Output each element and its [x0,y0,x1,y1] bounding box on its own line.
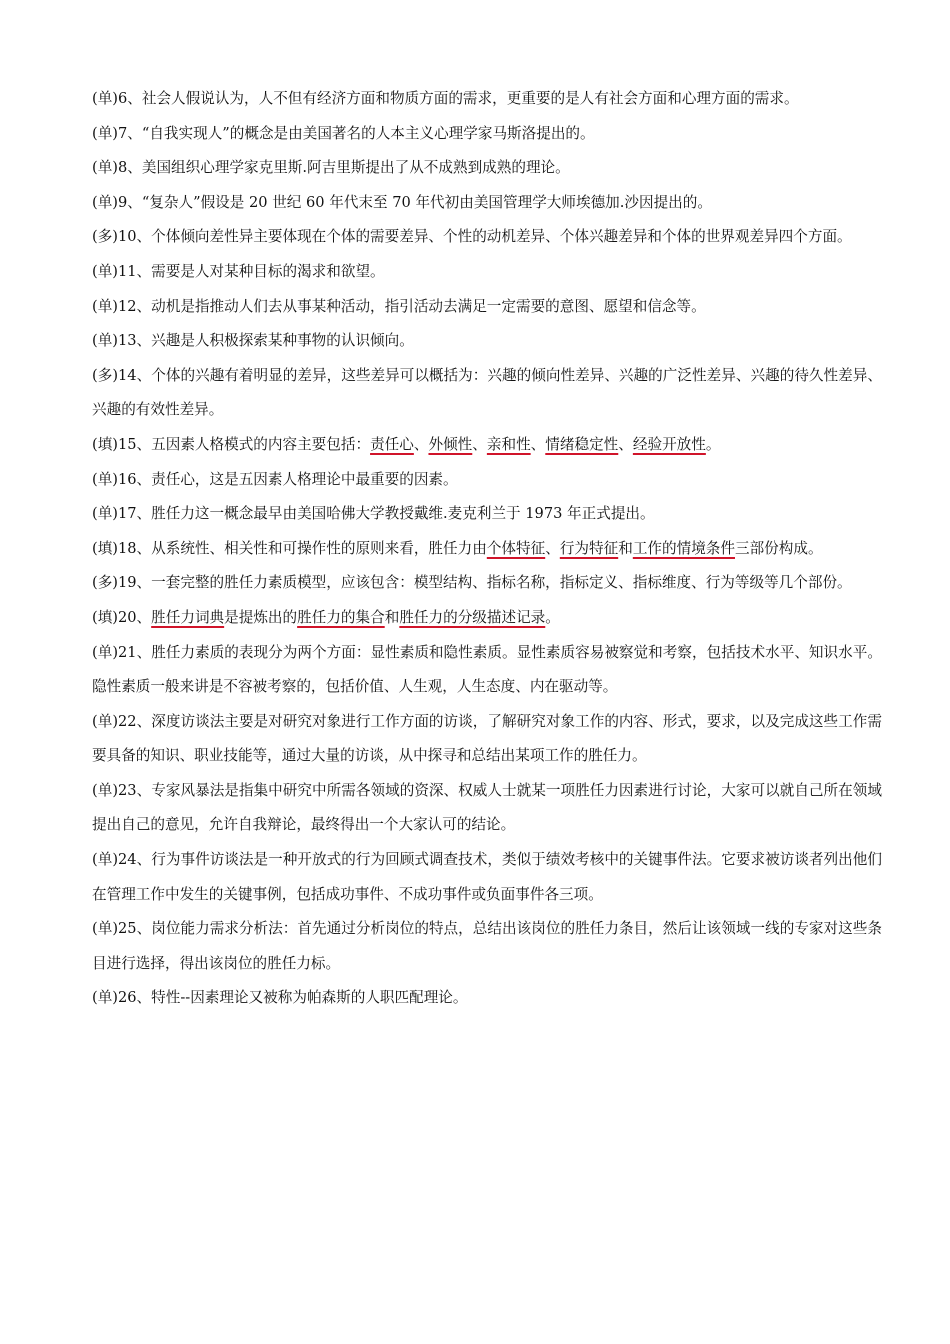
question-item [92,774,882,843]
question-item [92,463,882,498]
question-item [92,532,882,567]
answer-blank: 行为特征 [559,539,619,557]
question-text: (单)8、美国组织心理学家克里斯.阿吉里斯提出了从不成熟到成熟的理论。 [92,159,570,177]
question-text: (单)25、岗位能力需求分析法：首先通过分析岗位的特点，总结出该岗位的胜任力条目，然后让该领域一线的专家对这些条目进行选择，得出该岗位的胜任力标。 [92,920,882,972]
question-text: 、 [413,435,429,453]
answer-blank: 责任心 [370,435,414,453]
question-text: (单)22、深度访谈法主要是对研究对象进行工作方面的访谈，了解研究对象工作的内容、形式，要求，以及完成这些工作需要具备的知识、职业技能等，通过大量的访谈，从中探寻和总结出某项工作的胜任力。 [92,712,882,765]
answer-blank: 经验开放性 [632,435,706,453]
question-item [92,82,882,117]
question-text: (单)6、社会人假说认为，人不但有经济方面和物质方面的需求，更重要的是人有社会方面和心理方面的需求。 [92,90,799,107]
question-text: (单)13、兴趣是人积极探索某种事物的认识倾向。 [92,332,414,350]
question-text: 三部份构成。 [734,539,823,557]
question-item [92,636,882,705]
question-item [92,117,882,152]
question-text: (填)18、从系统性、相关性和可操作性的原则来看，胜任力由 [92,539,487,557]
question-item [92,220,882,255]
question-item [92,255,882,290]
question-text: (单)23、专家风暴法是指集中研究中所需各领域的资深、权威人士就某一项胜任力因素进行讨论，大家可以就自己所在领域提出自己的意见，允许自我辩论，最终得出一个大家认可的结论。 [92,781,882,834]
question-text: 和 [618,539,633,557]
question-item [92,428,882,463]
question-text: (多)19、一套完整的胜任力素质模型，应该包含：模型结构、指标名称，指标定义、指标维度、行为等级等几个部份。 [92,574,852,592]
question-text: 。 [705,435,721,453]
question-text: (单)17、胜任力这一概念最早由美国哈佛大学教授戴维.麦克利兰于 1973 年正式提出。 [92,505,655,523]
question-item [92,290,882,325]
question-item [92,601,882,636]
answer-blank: 工作的情境条件 [632,539,735,557]
question-list [92,82,882,1016]
question-text: 、 [472,435,487,453]
answer-blank: 情绪稳定性 [545,435,619,453]
question-text: (单)12、动机是指推动人们去从事某种活动，指引活动去满足一定需要的意图、愿望和信念等。 [92,297,706,315]
question-text: (多)14、个体的兴趣有着明显的差异，这些差异可以概括为：兴趣的倾向性差异、兴趣的广泛性差异、兴趣的待久性差异、兴趣的有效性差异。 [92,366,882,419]
question-text: (单)7、“自我实现人”的概念是由美国著名的人本主义心理学家马斯洛提出的。 [92,124,595,142]
question-text: (多)10、个体倾向差性异主要体现在个体的需要差异、个性的动机差异、个体兴趣差异和个体的世界观差异四个方面。 [92,228,852,246]
question-item [92,566,882,601]
question-item [92,843,882,912]
answer-blank: 个体特征 [486,539,546,557]
question-text: (单)9、“复杂人”假设是 20 世纪 60 年代末至 70 年代初由美国管理学大师埃德加.沙因提出的。 [92,193,712,211]
question-text: 、 [545,539,560,557]
question-text: (单)11、需要是人对某种目标的渴求和欲望。 [92,262,385,280]
question-text: 、 [530,435,546,453]
question-text: (单)26、特性--因素理论又被称为帕森斯的人职匹配理论。 [92,989,468,1007]
question-item [92,705,882,774]
question-item [92,324,882,359]
question-item [92,497,882,532]
answer-blank: 胜任力词典 [151,608,225,626]
answer-blank: 外倾性 [428,435,473,453]
question-item [92,359,882,428]
question-text: 是提炼出的 [224,608,298,626]
question-text: 、 [618,435,633,453]
question-text: (填)15、五因素人格模式的内容主要包括： [92,435,371,453]
answer-blank: 胜任力的分级描述记录 [399,608,546,626]
question-item [92,186,882,221]
question-text: (单)24、行为事件访谈法是一种开放式的行为回顾式调查技术，类似于绩效考核中的关键事件法。它要求被访谈者列出他们在管理工作中发生的关键事例，包括成功事件、不成功事件或负面事件各三项。 [92,851,882,903]
question-text: (单)21、胜任力素质的表现分为两个方面：显性素质和隐性素质。显性素质容易被察觉和考察，包括技术水平、知识水平。隐性素质一般来讲是不容被考察的，包括价值、人生观，人生态度、内在驱动等。 [92,643,882,696]
question-item [92,912,882,981]
question-text: (填)20、 [92,608,152,626]
question-text: 和 [384,608,400,626]
answer-blank: 胜任力的集合 [297,608,385,626]
question-item [92,981,882,1016]
answer-blank: 亲和性 [486,435,531,453]
question-item [92,151,882,186]
question-text: (单)16、责任心，这是五因素人格理论中最重要的因素。 [92,470,458,488]
question-text: 。 [545,608,560,626]
